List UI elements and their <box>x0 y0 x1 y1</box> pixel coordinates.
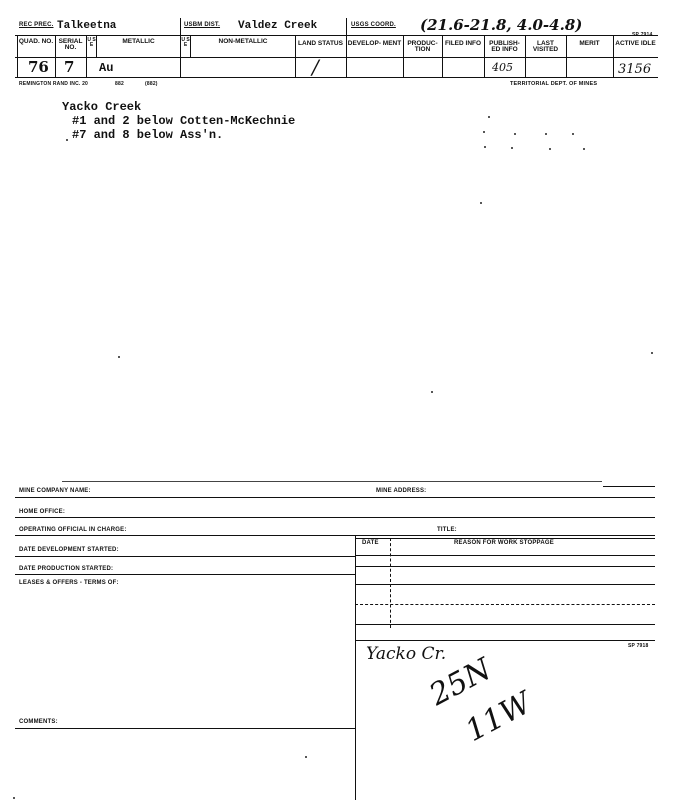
usbm-dist-value: Valdez Creek <box>238 20 318 32</box>
col-filed-info: FILED INFO <box>444 40 482 47</box>
note-line-2: #1 and 2 below Cotten-McKechnie <box>72 114 296 128</box>
row-metallic: Au <box>99 61 114 75</box>
date-production-label: DATE PRODUCTION STARTED: <box>19 566 114 572</box>
form-number: SP 7914 <box>632 32 653 38</box>
row-active-idle: 3156 <box>618 62 652 77</box>
leases-offers-label: LEASES & OFFERS - TERMS OF: <box>19 580 119 586</box>
mine-address-label: MINE ADDRESS: <box>376 488 427 494</box>
handwritten-township: 25N <box>424 651 498 713</box>
row-published-info: 405 <box>492 61 513 74</box>
rec-prec-value: Talkeetna <box>57 20 117 32</box>
rec-prec-label: REC PREC. <box>19 22 54 28</box>
form-number-2: SP 7918 <box>628 643 649 649</box>
printer-code: 882 <box>115 81 124 87</box>
col-development: DEVELOP- MENT <box>347 40 402 47</box>
note-line-3: #7 and 8 below Ass'n. <box>72 128 224 142</box>
row-land-status: / <box>312 55 319 79</box>
col-metallic: METALLIC <box>122 38 155 45</box>
note-line-1: Yacko Creek <box>62 100 142 114</box>
col-quad: QUAD. NO. <box>18 38 54 45</box>
reason-column-label: REASON FOR WORK STOPPAGE <box>454 540 554 546</box>
date-column-label: DATE <box>362 540 379 546</box>
handwritten-range: 11W <box>460 685 538 749</box>
usbm-dist-label: USBM DIST. <box>184 22 221 28</box>
dept-label: TERRITORIAL DEPT. OF MINES <box>510 81 598 87</box>
col-serial: SERIAL NO. <box>58 38 83 51</box>
date-development-label: DATE DEVELOPMENT STARTED: <box>19 547 119 553</box>
usgs-coord-label: USGS COORD. <box>351 22 396 28</box>
home-office-label: HOME OFFICE: <box>19 509 66 515</box>
usgs-coord-value: (21.6-21.8, 4.0-4.8) <box>420 16 583 34</box>
comments-label: COMMENTS: <box>19 719 58 725</box>
row-serial: 7 <box>64 58 75 76</box>
col-use-2: U S E <box>181 37 190 48</box>
col-published-info: PUBLISH- ED INFO <box>489 40 520 53</box>
col-merit: MERIT <box>579 40 600 47</box>
row-quad: 76 <box>28 58 49 76</box>
col-non-metallic: NON-METALLIC <box>218 38 268 45</box>
operating-official-label: OPERATING OFFICIAL IN CHARGE: <box>19 527 127 533</box>
col-active-idle: ACTIVE IDLE <box>615 40 656 47</box>
col-land-status: LAND STATUS <box>298 40 343 47</box>
handwritten-yacko: Yacko Cr. <box>366 644 447 664</box>
col-production: PRODUC- TION <box>407 40 438 53</box>
printer-label: REMINGTON RAND INC. 20 <box>19 81 89 87</box>
col-use: U S E <box>87 37 96 48</box>
title-label: TITLE: <box>437 527 457 533</box>
printer-code-2: (882) <box>145 81 158 87</box>
mine-company-name-label: MINE COMPANY NAME: <box>19 488 91 494</box>
col-last-visited: LAST VISITED <box>532 40 559 53</box>
